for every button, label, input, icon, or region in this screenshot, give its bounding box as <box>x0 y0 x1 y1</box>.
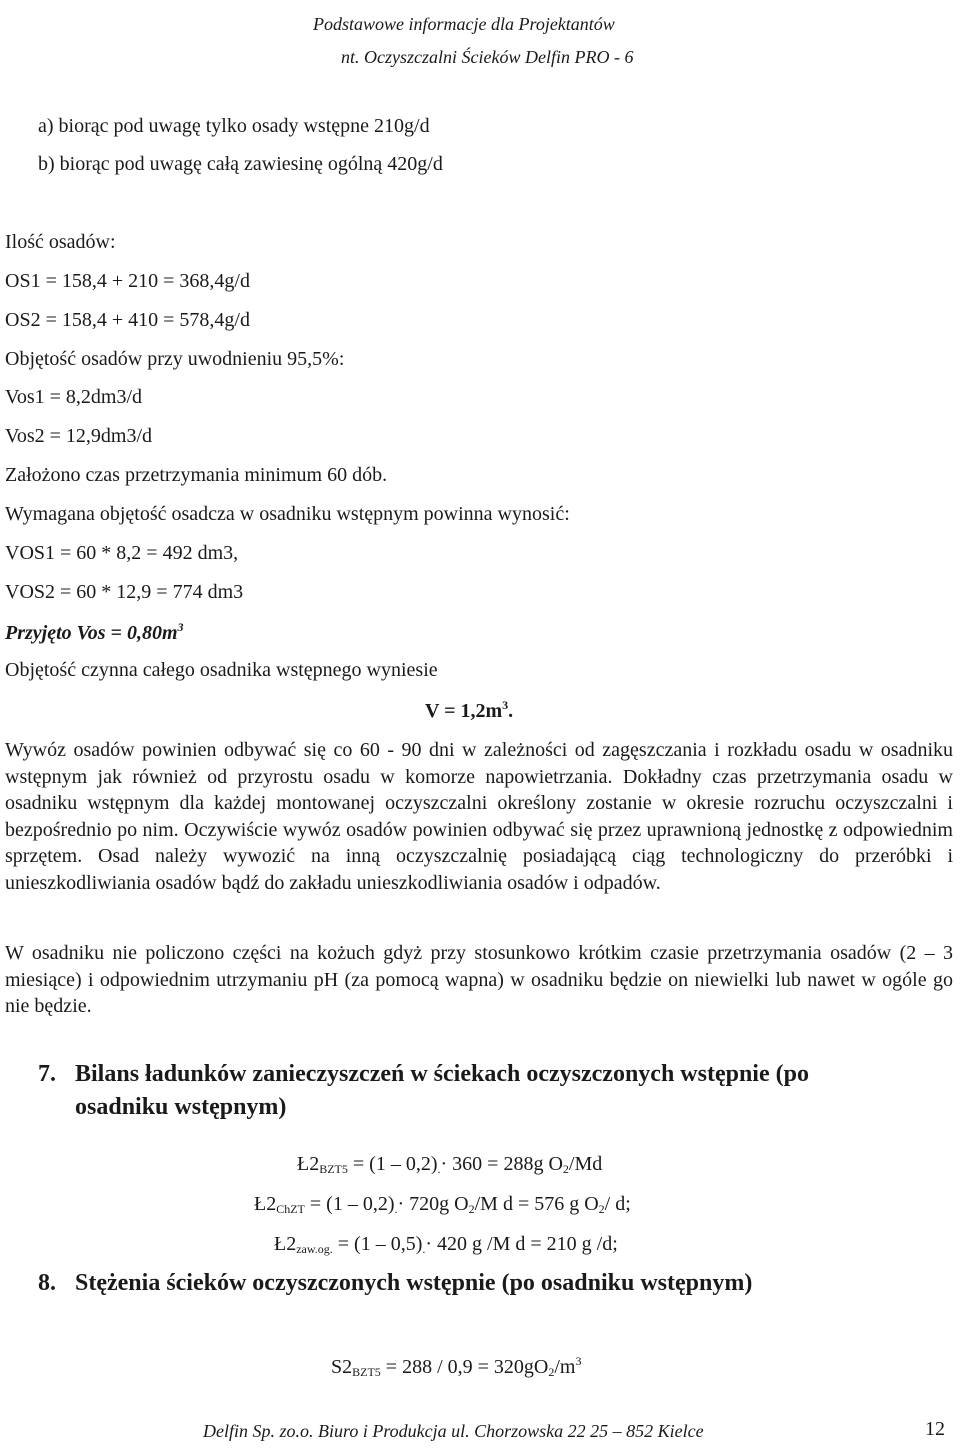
subscript: BZT5 <box>352 1365 381 1379</box>
adopted-volume <box>5 620 184 645</box>
subscript: 2 <box>468 1202 475 1216</box>
section-7-heading-line2: osadniku wstępnym) <box>75 1094 287 1120</box>
calc-line: Vos2 = 12,9dm3/d <box>5 425 153 447</box>
page-number: 12 <box>925 1418 945 1440</box>
total-volume-text: V = 1,2m <box>425 700 503 722</box>
subscript-dot: . <box>437 1162 441 1176</box>
calc-line: Objętość czynna całego osadnika wstępnego wyniesie <box>5 659 438 681</box>
adopted-volume-text: Przyjęto Vos = 0,80m <box>5 622 178 644</box>
symbol: Ł2 <box>274 1233 297 1255</box>
paragraph-scum: W osadniku nie policzono części na kożuch gdyż przy stosunkowo krótkim czasie przetrzymania osadów (2 – 3 miesiące) i odpowiednim utrzymaniu pH (za pomocą wapna) w osadniku będzie on niewielki lub nawet w ogóle go nie będzie. <box>5 942 953 1017</box>
section-7-heading-line1: Bilans ładunków zanieczyszczeń w ściekach oczyszczonych wstępnie (po <box>75 1061 809 1087</box>
calc-line: VOS2 = 60 * 12,9 = 774 dm3 <box>5 581 244 603</box>
total-volume <box>425 698 513 723</box>
subscript: 2 <box>562 1162 569 1176</box>
subscript: BZT5 <box>319 1162 348 1176</box>
symbol: S2 <box>331 1356 353 1378</box>
unit: /Md <box>568 1153 603 1175</box>
subscript: 2 <box>548 1365 555 1379</box>
calc-line: Wymagana objętość osadcza w osadniku wstępnym powinna wynosić: <box>5 503 570 525</box>
term: · 420 g /M d = 210 g /d; <box>425 1233 618 1255</box>
unit: /m <box>554 1356 576 1378</box>
paragraph-sludge-removal: Wywóz osadów powinien odbywać się co 60 - 90 dni w zależności od zagęszczania i rozkładu osadu w osadniku wstępnym jak również od przyrostu osadu w komorze napowietrzania. Dokładny czas przetrzymania osadu w osadniku wstępnym dla każdej montowanej oczyszczalni określony zostanie w okresie rozruchu oczyszczalni i bezpośrednio po nim. Oczywiście wywóz osadów powinien odbywać się przez uprawnioną jednostkę z odpowiednim sprzętem. Osad należy wywozić na inną oczyszczalnię posiadającą ciąg technologiczny do przeróbki i unieszkodliwiania osadów bądź do zakładu unieszkodliwiania osadów i odpadów. <box>5 739 953 894</box>
period: . <box>508 700 514 722</box>
formula-suspended-load <box>274 1233 618 1257</box>
term: · 360 = 288g O <box>440 1153 563 1175</box>
superscript: 3 <box>177 620 184 634</box>
term: = (1 – 0,2) <box>304 1193 395 1215</box>
subscript: ChZT <box>276 1202 305 1216</box>
subscript-dot: . <box>394 1202 398 1216</box>
calc-line: OS2 = 158,4 + 410 = 578,4g/d <box>5 309 250 331</box>
superscript: 3 <box>502 698 509 712</box>
term: · 720g O <box>397 1193 469 1215</box>
section-8-heading: Stężenia ścieków oczyszczonych wstępnie (po osadniku wstępnym) <box>75 1270 753 1296</box>
subscript-dot: . <box>422 1242 426 1256</box>
unit: / d; <box>604 1193 631 1215</box>
term: /M d = 576 g O <box>474 1193 599 1215</box>
term: = (1 – 0,2) <box>347 1153 438 1175</box>
calc-line: Vos1 = 8,2dm3/d <box>5 386 143 408</box>
calc-line: Objętość osadów przy uwodnieniu 95,5%: <box>5 348 345 370</box>
subscript: zaw.og. <box>296 1242 333 1256</box>
term: = (1 – 0,5) <box>332 1233 423 1255</box>
footer-address: Delfin Sp. zo.o. Biuro i Produkcja ul. Chorzowska 22 25 – 852 Kielce <box>203 1421 704 1441</box>
symbol: Ł2 <box>254 1193 277 1215</box>
term: = 288 / 0,9 = 320gO <box>380 1356 549 1378</box>
formula-chzt-load <box>254 1193 631 1217</box>
header-title: Podstawowe informacje dla Projektantów <box>313 14 615 34</box>
intro-line-b: b) biorąc pod uwagę całą zawiesinę ogólną 420g/d <box>38 153 443 175</box>
header-subtitle: nt. Oczyszczalni Ścieków Delfin PRO - 6 <box>341 47 634 67</box>
formula-bzt5-concentration <box>331 1354 581 1380</box>
intro-line-a: a) biorąc pod uwagę tylko osady wstępne 210g/d <box>38 115 430 137</box>
calc-line: Ilość osadów: <box>5 231 116 253</box>
calc-line: VOS1 = 60 * 8,2 = 492 dm3, <box>5 542 239 564</box>
symbol: Ł2 <box>297 1153 320 1175</box>
calc-line: Założono czas przetrzymania minimum 60 dób. <box>5 464 388 486</box>
subscript: 2 <box>598 1202 605 1216</box>
formula-bzt5-load <box>297 1153 602 1177</box>
section-7-number: 7. <box>38 1061 56 1087</box>
section-8-number: 8. <box>38 1270 56 1296</box>
calc-line: OS1 = 158,4 + 210 = 368,4g/d <box>5 270 250 292</box>
superscript: 3 <box>575 1354 582 1368</box>
